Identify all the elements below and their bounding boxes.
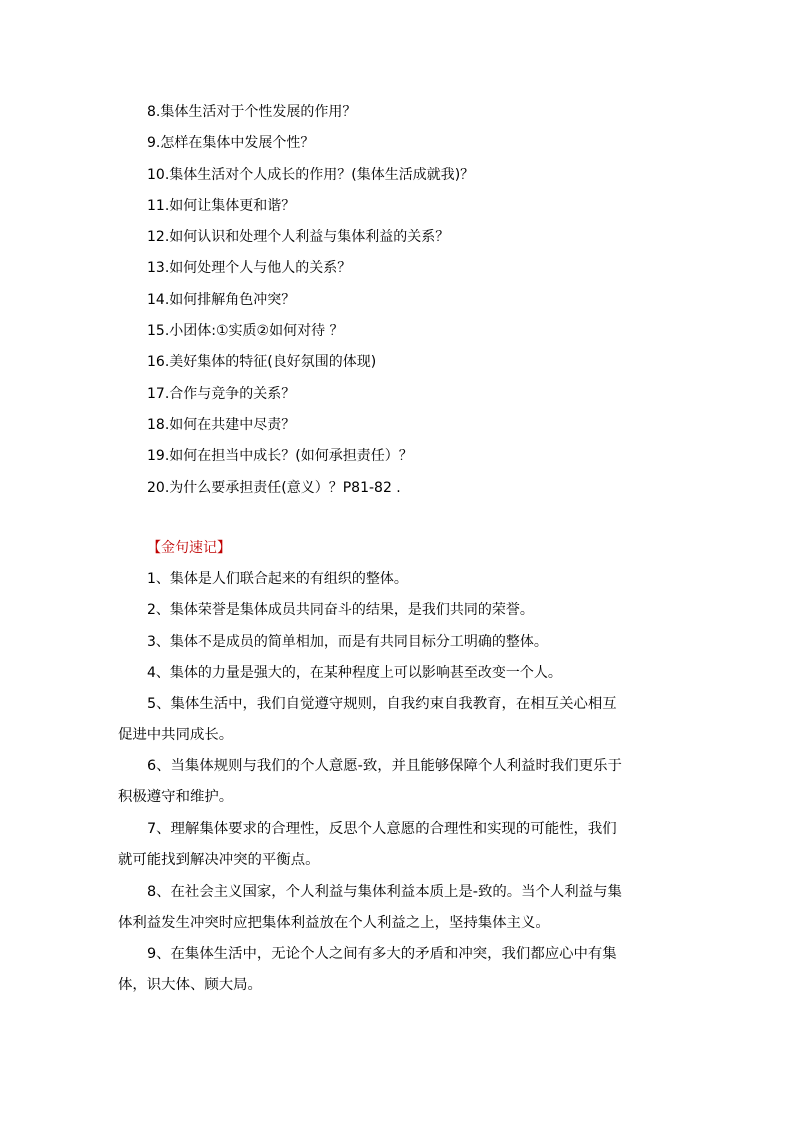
section-heading: 【金句速记】 [147,540,231,556]
golden-paragraph [118,939,678,1002]
golden-paragraph [118,814,678,877]
question-item: 19.如何在担当中成长？(如何承担责任）？ [147,448,413,465]
question-item: 20.为什么要承担责任(意义）？P81-82 . [147,479,401,496]
golden-paragraph [118,751,678,814]
golden-paragraph [118,877,678,940]
golden-sentences-section [147,533,703,689]
question-item: 18.如何在共建中尽责？ [147,416,296,433]
paragraph-line: 积极遵守和维护。 [118,789,234,806]
review-question-list [147,97,707,504]
golden-paragraph [118,689,678,752]
question-item: 8.集体生活对于个性发展的作用？ [147,104,357,120]
paragraph-line: 7、理解集体要求的合理性，反思个人意愿的合理性和实现的可能性，我们 [147,821,617,837]
paragraph-line: 6、当集体规则与我们的个人意愿-致，并且能够保障个人利益时我们更乐于 [147,758,622,774]
paragraph-line: 9、在集体生活中，无论个人之间有多大的矛盾和冲突，我们都应心中有集 [147,946,617,962]
question-item: 15.小团体:①实质②如何对待 ？ [147,323,344,340]
question-item: 9.怎样在集体中发展个性？ [147,135,315,152]
paragraph-line: 5、集体生活中，我们自觉遵守规则，自我约束自我教育，在相互关心相互 [147,696,617,712]
paragraph-line: 促进中共同成长。 [118,727,234,744]
question-item: 12.如何认识和处理个人利益与集体利益的关系？ [147,229,450,246]
paragraph-line: 8、在社会主义国家，个人利益与集体利益本质上是-致的。当个人利益与集 [147,884,622,900]
question-item: 10.集体生活对个人成长的作用？(集体生活成就我)？ [147,166,475,183]
paragraph-line: 就可能找到解决冲突的平衡点。 [118,852,320,869]
golden-sentence: 2、集体荣誉是集体成员共同奋斗的结果，是我们共同的荣誉。 [147,602,534,619]
question-item: 17.合作与竞争的关系？ [147,385,296,402]
question-item: 11.如何让集体更和谐？ [147,197,296,214]
paragraph-line: 体，识大体、顾大局。 [118,977,262,994]
question-item: 16.美好集体的特征(良好氛围的体现) [147,354,377,371]
golden-sentence: 1、集体是人们联合起来的有组织的整体。 [147,571,408,587]
question-item: 13.如何处理个人与他人的关系？ [147,260,352,277]
golden-sentence: 4、集体的力量是强大的，在某种程度上可以影响甚至改变一个人。 [147,664,562,681]
question-item: 14.如何排解角色冲突？ [147,291,296,308]
golden-sentence: 3、集体不是成员的简单相加，而是有共同目标分工明确的整体。 [147,633,548,650]
paragraph-line: 体利益发生冲突时应把集体利益放在个人利益之上，坚持集体主义。 [118,915,550,932]
